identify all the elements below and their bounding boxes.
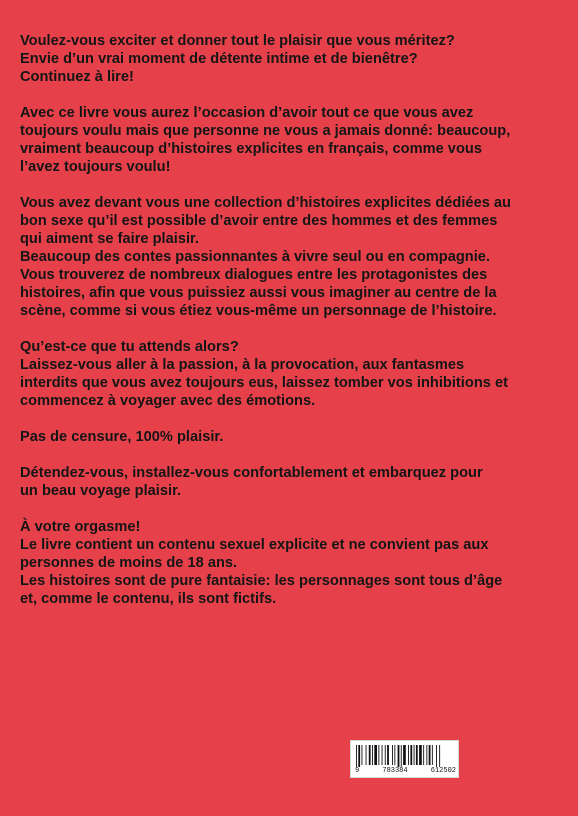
- text-line: vraiment beaucoup d’histoires explicites en français, comme vous: [20, 141, 482, 157]
- barcode-bar: [378, 745, 379, 765]
- warning-paragraph: [20, 518, 550, 608]
- barcode-bar: [423, 745, 424, 765]
- text-line: Les histoires sont de pure fantaisie: les personnages sont tous d’âge: [20, 573, 503, 589]
- text-line: personnes de moins de 18 ans.: [20, 555, 238, 571]
- barcode-bar: [374, 745, 377, 765]
- barcode-bars: [356, 745, 454, 767]
- barcode-bar: [387, 745, 389, 765]
- text-line: et, comme le contenu, ils sont fictifs.: [20, 591, 277, 607]
- barcode-bar: [366, 745, 367, 765]
- text-line: Le livre contient un contenu sexuel explicite et ne convient pas aux: [20, 537, 489, 553]
- barcode-bar: [401, 745, 402, 767]
- text-line: Détendez-vous, installez-vous confortablement et embarquez pour: [20, 465, 483, 481]
- text-line: scène, comme si vous étiez vous-même un personnage de l’histoire.: [20, 303, 497, 319]
- text-line: À votre orgasme!: [20, 519, 141, 535]
- barcode-bar: [385, 745, 386, 765]
- barcode-bar: [356, 745, 357, 767]
- text-line: Continuez à lire!: [20, 69, 134, 85]
- text-line: histoires, afin que vous puissiez aussi vous imaginer au centre de la: [20, 285, 497, 301]
- isbn-number: [355, 766, 456, 776]
- text-line: Voulez-vous exciter et donner tout le plaisir que vous méritez?: [20, 33, 455, 49]
- isbn-barcode: [350, 740, 459, 778]
- barcode-bar: [362, 745, 363, 765]
- text-line: bon sexe qu’il est possible d’avoir entre des hommes et des femmes: [20, 213, 498, 229]
- barcode-bar: [429, 745, 431, 765]
- book-promise-paragraph: [20, 104, 550, 176]
- text-line: Qu’est-ce que tu attends alors?: [20, 339, 239, 355]
- barcode-bar: [419, 745, 422, 765]
- barcode-bar: [392, 745, 393, 765]
- barcode-bar: [372, 745, 373, 765]
- isbn-prefix: 9: [355, 767, 360, 775]
- barcode-bar: [398, 745, 400, 767]
- text-line: Vous trouverez de nombreux dialogues entre les protagonistes des: [20, 267, 488, 283]
- text-line: qui aiment se faire plaisir.: [20, 231, 199, 247]
- isbn-group-two: 612502: [430, 767, 456, 775]
- barcode-bar: [408, 745, 409, 765]
- barcode-bar: [394, 745, 395, 765]
- text-line: commencez à voyager avec des émotions.: [20, 393, 316, 409]
- barcode-bar: [416, 745, 418, 765]
- barcode-bar: [369, 745, 371, 765]
- barcode-bar: [414, 745, 415, 765]
- invitation-paragraph: [20, 338, 550, 410]
- intro-paragraph: [20, 32, 550, 86]
- barcode-bar: [436, 745, 437, 767]
- collection-paragraph: [20, 194, 550, 320]
- back-cover-text: [20, 32, 550, 626]
- relax-paragraph: [20, 464, 550, 500]
- barcode-bar: [410, 745, 412, 765]
- barcode-bar: [432, 745, 433, 765]
- barcode-bar: [403, 745, 406, 765]
- text-line: Avec ce livre vous aurez l’occasion d’avoir tout ce que vous avez: [20, 105, 474, 121]
- text-line: Laissez-vous aller à la passion, à la provocation, aux fantasmes: [20, 357, 465, 373]
- text-line: toujours voulu mais que personne ne vous a jamais donné: beaucoup,: [20, 123, 511, 139]
- barcode-bar: [439, 745, 440, 767]
- text-line: un beau voyage plaisir.: [20, 483, 182, 499]
- no-censorship-paragraph: [20, 428, 550, 446]
- barcode-bar: [426, 745, 427, 765]
- barcode-bar: [358, 745, 360, 767]
- isbn-group-one: 783384: [382, 767, 408, 775]
- text-line: Beaucoup des contes passionnantes à vivre seul ou en compagnie.: [20, 249, 491, 265]
- barcode-bar: [382, 745, 383, 765]
- text-line: Envie d’un vrai moment de détente intime et de bienêtre?: [20, 51, 418, 67]
- text-line: interdits que vous avez toujours eus, laissez tomber vos inhibitions et: [20, 375, 508, 391]
- text-line: Vous avez devant vous une collection d’histoires explicites dédiées au: [20, 195, 511, 211]
- text-line: l’avez toujours voulu!: [20, 159, 171, 175]
- text-line: Pas de censure, 100% plaisir.: [20, 429, 224, 445]
